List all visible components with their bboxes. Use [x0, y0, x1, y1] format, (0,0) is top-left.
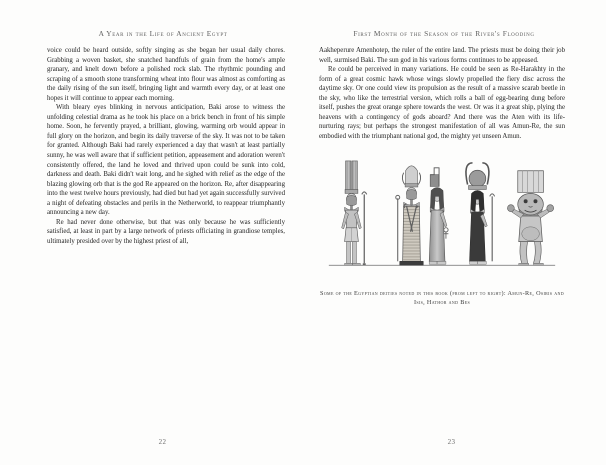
paragraph: Aakheperure Amenhotep, the ruler of the entire land. The priests must be doing their job well, surmised Baki. The sun god in his various forms continues to be appeased. — [319, 47, 565, 64]
right-page-body-text — [319, 46, 565, 141]
right-page-number: 23 — [447, 438, 456, 446]
left-page-running-head: A Year in the Life of Ancient Egypt — [98, 29, 228, 38]
right-page-running-head: First Month of the Season of the River's Flooding — [353, 29, 535, 38]
deity-amun-re — [342, 161, 367, 265]
deity-osiris — [396, 166, 424, 265]
left-page-number: 22 — [158, 438, 167, 446]
left-page-body-text — [47, 46, 285, 246]
egyptian-deities-illustration — [319, 154, 565, 282]
paragraph: voice could be heard outside, softly singing as she began her usual daily chores. Grabbing a woven basket, she snatched handfuls of grain from the home's ample granary, and knelt down before a polished rock slab. The rhythmic pounding and scraping of a smooth stone transforming wheat into flour was almost as comforting as the daily rising of the sun itself, bringing light and warmth every day, or at least one hopes it will continue to appear each morning. — [47, 47, 285, 102]
paragraph: Re could be perceived in many variations. He could be seen as Re-Harakhty in the form of a great cosmic hawk whose wings slowly propelled the fiery disc across the daytime sky. Or one could view its propulsion as the result of a massive scarab beetle in the sky, who like the terrestrial version, which rolls a ball of egg-bearing dung before itself, pushes the great orange sphere towards the west. Or was it a great ship, plying the heavens with a contingency of gods aboard? And there was the Aten with its life-nurturing rays; but perhaps the strongest manifestation of all was Amun-Re, the sun embodied with the triumphant national god, the mighty yet unseen Amun. — [319, 66, 565, 140]
deity-bes — [507, 171, 553, 265]
right-page — [303, 0, 606, 465]
deity-isis — [429, 168, 448, 264]
egyptian-deities-figure — [319, 154, 565, 307]
deity-hathor — [466, 163, 495, 264]
figure-caption: Some of the Egyptian deities noted in this book (from left to right): Amun-Re, Osiris and Isis, Hathor and Bes — [320, 290, 564, 307]
paragraph: With bleary eyes blinking in nervous anticipation, Baki arose to witness the unfolding celestial drama as he took his place on a brick bench in front of his simple home. Soon, he fervently prayed, a brilliant, glowing, warming orb would appear in full glory on the horizon, and begin its daily traverse of the sky. It was not to be taken for granted. Although Baki had rarely experienced a day that wasn't at least partially sunny, he was well aware that if sufficient petition, appeasement and adoration weren't consistently offered, the land he loved and thrived upon could be sunk into cold, darkness and death. Baki didn't wait long, and he sighed with relief as the edge of the blazing glowing orb that is the god Re appeared on the horizon. Re, after disappearing into the west twelve hours previously, had died but had yet again successfully survived a night of defeating obstacles and perils in the Netherworld, to reappear triumphantly announcing a new day. — [47, 104, 285, 217]
paragraph: Re had never done otherwise, but that was only because he was sufficiently satisfied, at least in part by a large network of priests officiating in grandiose temples, ultimately presided over by the highest priest of all, — [47, 218, 285, 245]
